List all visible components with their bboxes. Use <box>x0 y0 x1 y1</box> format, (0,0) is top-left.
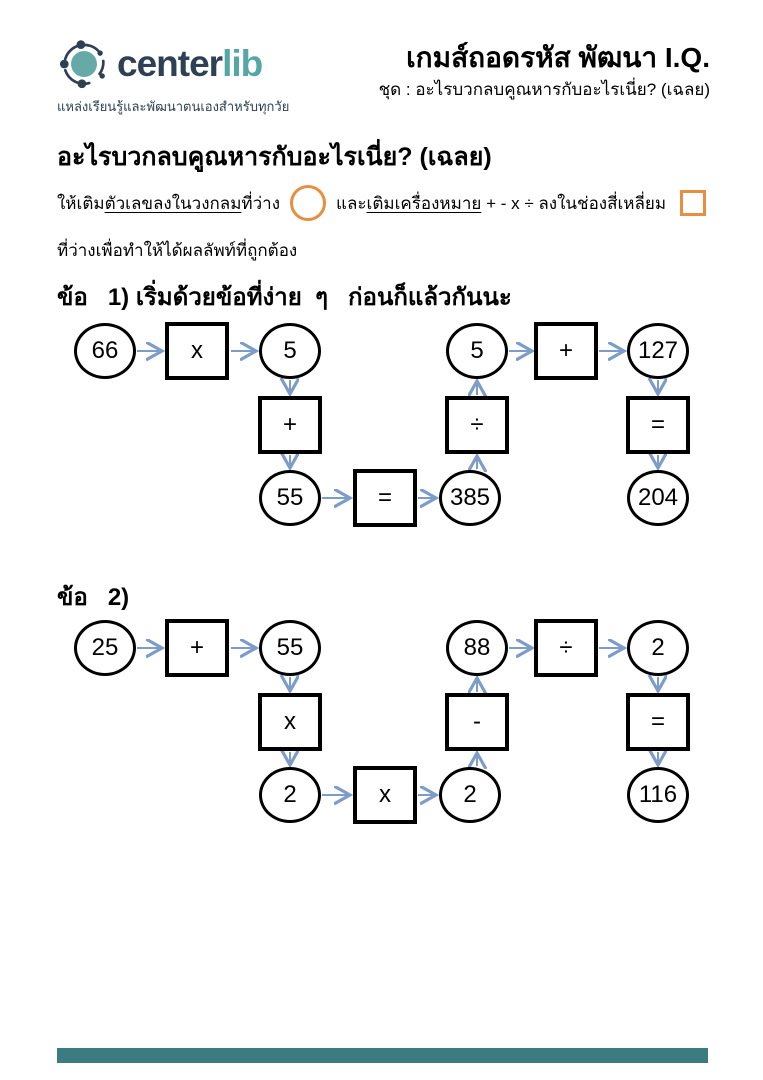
number-circle: 5 <box>446 323 508 379</box>
number-circle: 55 <box>259 470 321 526</box>
instr-seg4: + - x ÷ ลงในช่องสี่เหลี่ยม <box>481 193 667 213</box>
instruction-line-1 <box>57 185 712 221</box>
example-blank-circle <box>290 185 326 221</box>
operator-square: - <box>445 693 509 751</box>
example-blank-square <box>680 190 706 216</box>
puzzle1-label: ข้อ 1) เริ่มด้วยข้อที่ง่าย ๆ ก่อนก็แล้วกันนะ <box>57 284 512 311</box>
operator-square: ÷ <box>445 396 509 454</box>
operator-square: = <box>626 396 690 454</box>
operator-square: ÷ <box>534 619 598 677</box>
title-block <box>379 36 710 117</box>
number-circle: 2 <box>439 767 501 823</box>
page-heading: อะไรบวกลบคูณหารกับอะไรเนี่ย? (เฉลย) <box>57 143 492 171</box>
logo <box>57 36 289 117</box>
number-circle: 204 <box>627 470 689 526</box>
brand-part-lib: lib <box>222 42 263 84</box>
instr-seg3: และ <box>336 193 367 213</box>
number-circle: 66 <box>74 323 136 379</box>
number-circle: 127 <box>627 323 689 379</box>
number-circle: 5 <box>259 323 321 379</box>
instructions <box>57 185 712 264</box>
operator-square: + <box>165 619 229 677</box>
number-circle: 116 <box>627 767 689 823</box>
operator-square: = <box>353 469 417 527</box>
puzzle2-diagram <box>0 615 763 830</box>
operator-square: x <box>353 766 417 824</box>
document-title: เกมส์ถอดรหัส พัฒนา I.Q. <box>406 42 710 73</box>
operator-square: = <box>626 693 690 751</box>
number-circle: 385 <box>439 470 501 526</box>
instr-seg2: ที่ว่าง <box>241 193 281 213</box>
centerlib-logo-icon <box>57 36 111 90</box>
puzzle1-diagram <box>0 318 763 533</box>
number-circle: 2 <box>627 620 689 676</box>
brand-part-center: center <box>117 42 223 84</box>
number-circle: 25 <box>74 620 136 676</box>
header <box>57 36 710 117</box>
instr-seg3-underlined: เติมเครื่องหมาย <box>366 193 482 213</box>
logo-tagline: แหล่งเรียนรู้และพัฒนาตนเองสำหรับทุกวัย <box>57 99 290 114</box>
number-circle: 55 <box>259 620 321 676</box>
instr-seg1-underlined: ตัวเลขลงในวงกลม <box>104 193 242 213</box>
puzzle2-label: ข้อ 2) <box>57 584 130 611</box>
operator-square: x <box>258 693 322 751</box>
number-circle: 2 <box>259 767 321 823</box>
operator-square: + <box>258 396 322 454</box>
operator-square: + <box>534 322 598 380</box>
instruction-line-2: ที่ว่างเพื่อทำให้ได้ผลลัพท์ที่ถูกต้อง <box>57 241 298 260</box>
instr-seg1: ให้เติม <box>57 193 105 213</box>
document-subtitle: ชุด : อะไรบวกลบคูณหารกับอะไรเนี่ย? (เฉลย) <box>378 80 710 100</box>
number-circle: 88 <box>446 620 508 676</box>
footer-bar <box>57 1048 708 1063</box>
operator-square: x <box>165 322 229 380</box>
brand-name <box>117 42 263 84</box>
